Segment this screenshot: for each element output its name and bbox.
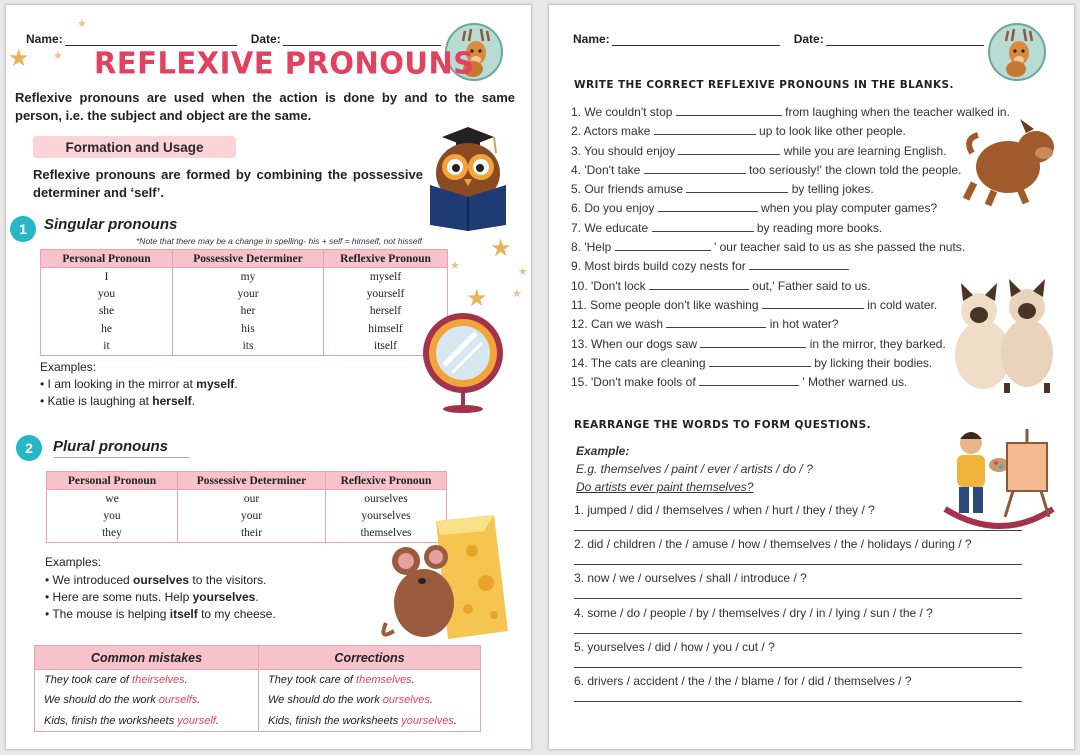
rearrange-question [574, 640, 1022, 674]
sentence-text: 5. Our friends amuse [571, 182, 687, 197]
table-cell: my [173, 268, 324, 286]
table-cell: themselves [326, 525, 447, 543]
rearrange-questions-list [574, 503, 1022, 708]
question-text: 1. jumped / did / themselves / when / hurt / they / they / ? [574, 503, 875, 517]
sentence-text: by reading more books. [753, 220, 883, 235]
correction-cell [259, 690, 481, 711]
mirror-icon [418, 305, 514, 417]
blank-sentence [571, 373, 1010, 392]
example-text: Katie is laughing at [47, 394, 153, 408]
worksheet-page-left [5, 4, 532, 750]
star-icon: ★ [518, 266, 528, 278]
sentence-text: . [429, 694, 433, 707]
blank-sentence [571, 199, 1010, 218]
example-text: The mouse is helping [52, 607, 170, 621]
sentence-text: We should do the work [268, 694, 383, 707]
name-line [612, 36, 780, 46]
formation-usage-pill: Formation and Usage [33, 136, 236, 158]
answer-line[interactable] [574, 667, 1022, 668]
rearrange-question [574, 537, 1022, 571]
table-row [41, 285, 448, 303]
deer-badge-icon [988, 23, 1046, 81]
sentence-text: 15. 'Don't make fools of [571, 375, 699, 390]
answer-blank[interactable] [699, 375, 799, 386]
name-date-row [573, 32, 984, 46]
blank-sentence [571, 122, 1010, 141]
table-cell: you [47, 507, 178, 525]
table-header: Reflexive Pronoun [324, 250, 448, 268]
table-row [41, 268, 448, 286]
sentence-text: We should do the work [44, 694, 159, 707]
table-cell: I [41, 268, 173, 286]
rearrange-heading: REARRANGE THE WORDS TO FORM QUESTIONS. [574, 419, 871, 431]
star-icon: ★ [512, 288, 522, 300]
name-date-row [26, 32, 441, 46]
sentence-text: up to look like other people. [755, 124, 906, 139]
name-label: Name: [26, 32, 63, 46]
section-number-badge: 1 [10, 216, 36, 242]
examples-label: Examples: [40, 360, 97, 374]
sentence-text: ' our teacher said to us as she passed the nuts. [710, 240, 966, 255]
answer-line[interactable] [574, 633, 1022, 634]
owl-with-book-icon [424, 123, 512, 231]
answer-blank[interactable] [676, 105, 782, 116]
table-header: Personal Pronoun [41, 250, 173, 268]
example-pronoun: herself [152, 394, 192, 408]
table-header: Possessive Determiner [173, 250, 324, 268]
table-row [47, 490, 447, 508]
section-number-badge: 2 [16, 435, 42, 461]
answer-blank[interactable] [709, 356, 811, 367]
blank-sentence [571, 238, 1010, 257]
answer-blank[interactable] [749, 259, 849, 270]
highlighted-pronoun: ourselves [382, 694, 430, 707]
mistake-cell [35, 711, 259, 732]
sentence-text: 10. 'Don't lock [571, 278, 649, 293]
sentence-text: 12. Can we wash [571, 317, 667, 332]
table-header: Common mistakes [35, 646, 259, 670]
sentence-text: when you play computer games? [757, 201, 938, 216]
rearrange-question [574, 571, 1022, 605]
star-icon: ★ [53, 50, 63, 62]
rearrange-question [574, 503, 1022, 537]
sentence-text: by telling jokes. [788, 182, 874, 197]
blank-sentence [571, 315, 1010, 334]
blank-sentence [571, 277, 1010, 296]
sentence-text: too seriously!' the clown told the people. [745, 162, 962, 177]
table-row [41, 303, 448, 321]
example-text: to the visitors. [189, 573, 267, 587]
sentence-text: They took care of [44, 674, 133, 686]
example-text: . [234, 377, 238, 391]
table-row [35, 690, 481, 711]
table-cell: their [178, 525, 326, 543]
answer-line[interactable] [574, 564, 1022, 565]
table-cell: herself [324, 303, 448, 321]
blank-sentence [571, 257, 1010, 276]
common-mistakes-table [34, 645, 481, 732]
examples-label: Examples: [45, 555, 102, 569]
table-cell: himself [324, 320, 448, 338]
blank-sentence [571, 103, 1010, 122]
singular-pronoun-table [40, 249, 448, 356]
sentence-text: from laughing when the teacher walked in. [781, 105, 1010, 119]
table-cell: its [173, 338, 324, 356]
date-label: Date: [250, 32, 281, 46]
table-cell: we [47, 490, 178, 508]
highlighted-pronoun: ourselfs [158, 694, 198, 707]
example-text: I am looking in the mirror at [47, 377, 197, 391]
name-label: Name: [573, 32, 610, 46]
answer-line[interactable] [574, 701, 1022, 702]
highlighted-pronoun: yourselves [401, 714, 454, 727]
table-cell: he [41, 320, 173, 338]
table-header: Reflexive Pronoun [326, 472, 447, 490]
section-title-singular: Singular pronouns [44, 216, 178, 233]
sentence-text: 13. When our dogs saw [571, 336, 701, 351]
sentence-text: in the mirror, they barked. [806, 336, 946, 351]
section-title-plural: Plural pronouns [53, 438, 189, 458]
example-text: to my cheese. [197, 607, 276, 621]
star-icon: ★ [466, 285, 488, 312]
answer-blank[interactable] [644, 163, 746, 174]
star-icon: ★ [490, 235, 512, 262]
example-item [45, 606, 276, 623]
answer-blank[interactable] [658, 201, 758, 212]
date-line [826, 36, 984, 46]
plural-examples [45, 572, 276, 623]
table-cell: your [173, 285, 324, 303]
dog-icon [964, 113, 1064, 205]
example-pronoun: ourselves [133, 573, 190, 587]
blank-sentence [571, 219, 1010, 238]
sentence-text: . [215, 714, 219, 727]
sentence-text: 7. We educate [571, 220, 652, 235]
highlighted-pronoun: yourself [177, 714, 216, 727]
example-item [40, 376, 238, 393]
example-pronoun: myself [196, 377, 235, 391]
sentence-text: 8. 'Help [571, 240, 615, 255]
table-row [41, 320, 448, 338]
sentence-text: in hot water? [766, 317, 839, 332]
example-label: Example: [576, 444, 630, 458]
table-cell: yourselves [326, 507, 447, 525]
example-question: E.g. themselves / paint / ever / artists / do / ? [576, 462, 813, 476]
blank-sentence [571, 180, 1010, 199]
sentence-text: ' Mother warned us. [798, 375, 908, 390]
question-text: 3. now / we / ourselves / shall / introduce / ? [574, 571, 807, 586]
example-pronoun: yourselves [192, 590, 256, 604]
sentence-text: in cold water. [863, 297, 938, 312]
page-title: REFLEXIVE PRONOUNS [94, 45, 475, 81]
example-text: . [255, 590, 259, 604]
question-text: 6. drivers / accident / the / the / blame / for / did / themselves / ? [574, 673, 912, 688]
blank-sentence [571, 296, 1010, 315]
sentence-text: 4. 'Don't take [571, 162, 644, 177]
table-header: Personal Pronoun [47, 472, 178, 490]
sentence-text: 9. Most birds build cozy nests for [571, 259, 750, 274]
blanks-heading: WRITE THE CORRECT REFLEXIVE PRONOUNS IN THE BLANKS. [574, 79, 954, 91]
table-cell: it [41, 338, 173, 356]
cats-icon [949, 275, 1059, 395]
answer-blank[interactable] [762, 298, 864, 309]
star-icon: ★ [77, 18, 87, 30]
star-icon: ★ [8, 45, 30, 72]
example-answer: Do artists ever paint themselves? [576, 480, 754, 494]
example-item [40, 393, 238, 410]
star-icon: ★ [450, 260, 460, 272]
table-cell: our [178, 490, 326, 508]
answer-line[interactable] [574, 530, 1022, 531]
example-text: Here are some nuts. Help [52, 590, 193, 604]
answer-line[interactable] [574, 598, 1022, 599]
table-header: Corrections [259, 646, 481, 670]
sentence-text: 6. Do you enjoy [571, 201, 658, 216]
example-item [45, 572, 276, 589]
blank-sentence [571, 354, 1010, 373]
rearrange-question [574, 674, 1022, 708]
table-cell: your [178, 507, 326, 525]
date-label: Date: [793, 32, 824, 46]
sentence-text: by licking their bodies. [810, 355, 933, 370]
blank-sentence [571, 142, 1010, 161]
table-cell: they [47, 525, 178, 543]
table-header: Possessive Determiner [178, 472, 326, 490]
highlighted-pronoun: theirselves [132, 674, 185, 686]
blank-sentence [571, 161, 1010, 180]
fill-in-blanks-list [571, 103, 1010, 392]
example-block [576, 442, 813, 496]
table-cell: ourselves [326, 490, 447, 508]
formation-text: Reflexive pronouns are formed by combining the possessive determiner and ‘self’. [33, 167, 423, 200]
answer-blank[interactable] [678, 144, 780, 155]
worksheet-page-right [548, 4, 1075, 750]
sentence-text: . [184, 674, 188, 686]
sentence-text: Kids, finish the worksheets [44, 714, 178, 727]
sentence-text: Kids, finish the worksheets [268, 714, 402, 727]
answer-blank[interactable] [615, 240, 711, 251]
table-cell: you [41, 285, 173, 303]
sentence-text: . [453, 714, 457, 727]
singular-examples [40, 376, 238, 410]
table-cell: her [173, 303, 324, 321]
example-pronoun: itself [169, 607, 198, 621]
table-cell: yourself [324, 285, 448, 303]
answer-blank[interactable] [654, 124, 756, 135]
answer-blank[interactable] [649, 279, 749, 290]
correction-cell [259, 670, 481, 691]
table-row [35, 711, 481, 732]
correction-cell [259, 711, 481, 732]
intro-text: Reflexive pronouns are used when the action is done by and to the same person, i.e. the subject and object are the same. [15, 90, 515, 123]
sentence-text: . [197, 694, 201, 707]
spelling-note: *Note that there may be a change in spelling- his + self = himself, not hisself [136, 236, 422, 246]
answer-blank[interactable] [666, 317, 766, 328]
table-row [41, 338, 448, 356]
sentence-text: 3. You should enjoy [571, 143, 679, 158]
table-cell: myself [324, 268, 448, 286]
answer-blank[interactable] [686, 182, 788, 193]
sentence-text: 11. Some people don't like washing [571, 297, 762, 312]
sentence-text: They took care of [268, 674, 357, 686]
example-text: . [191, 394, 195, 408]
question-text: 2. did / children / the / amuse / how / themselves / the / holidays / during / ? [574, 537, 972, 552]
example-item [45, 589, 276, 606]
sentence-text: 1. We couldn't stop [571, 105, 676, 119]
question-text: 5. yourselves / did / how / you / cut / ? [574, 639, 775, 654]
answer-blank[interactable] [652, 221, 754, 232]
sentence-text: while you are learning English. [780, 143, 947, 158]
highlighted-pronoun: themselves [356, 674, 412, 686]
table-cell: she [41, 303, 173, 321]
mistake-cell [35, 690, 259, 711]
blank-sentence [571, 335, 1010, 354]
table-row [35, 670, 481, 691]
example-text: We introduced [52, 573, 134, 587]
table-cell: his [173, 320, 324, 338]
mouse-with-cheese-icon [376, 511, 516, 647]
sentence-text: . [411, 674, 415, 686]
rearrange-question [574, 606, 1022, 640]
question-text: 4. some / do / people / by / themselves / dry / in / lying / sun / the / ? [574, 605, 933, 620]
sentence-text: out,' Father said to us. [748, 278, 871, 293]
sentence-text: 14. The cats are cleaning [571, 355, 709, 370]
answer-blank[interactable] [700, 337, 806, 348]
mistake-cell [35, 670, 259, 691]
sentence-text: 2. Actors make [571, 124, 654, 139]
table-cell: itself [324, 338, 448, 356]
